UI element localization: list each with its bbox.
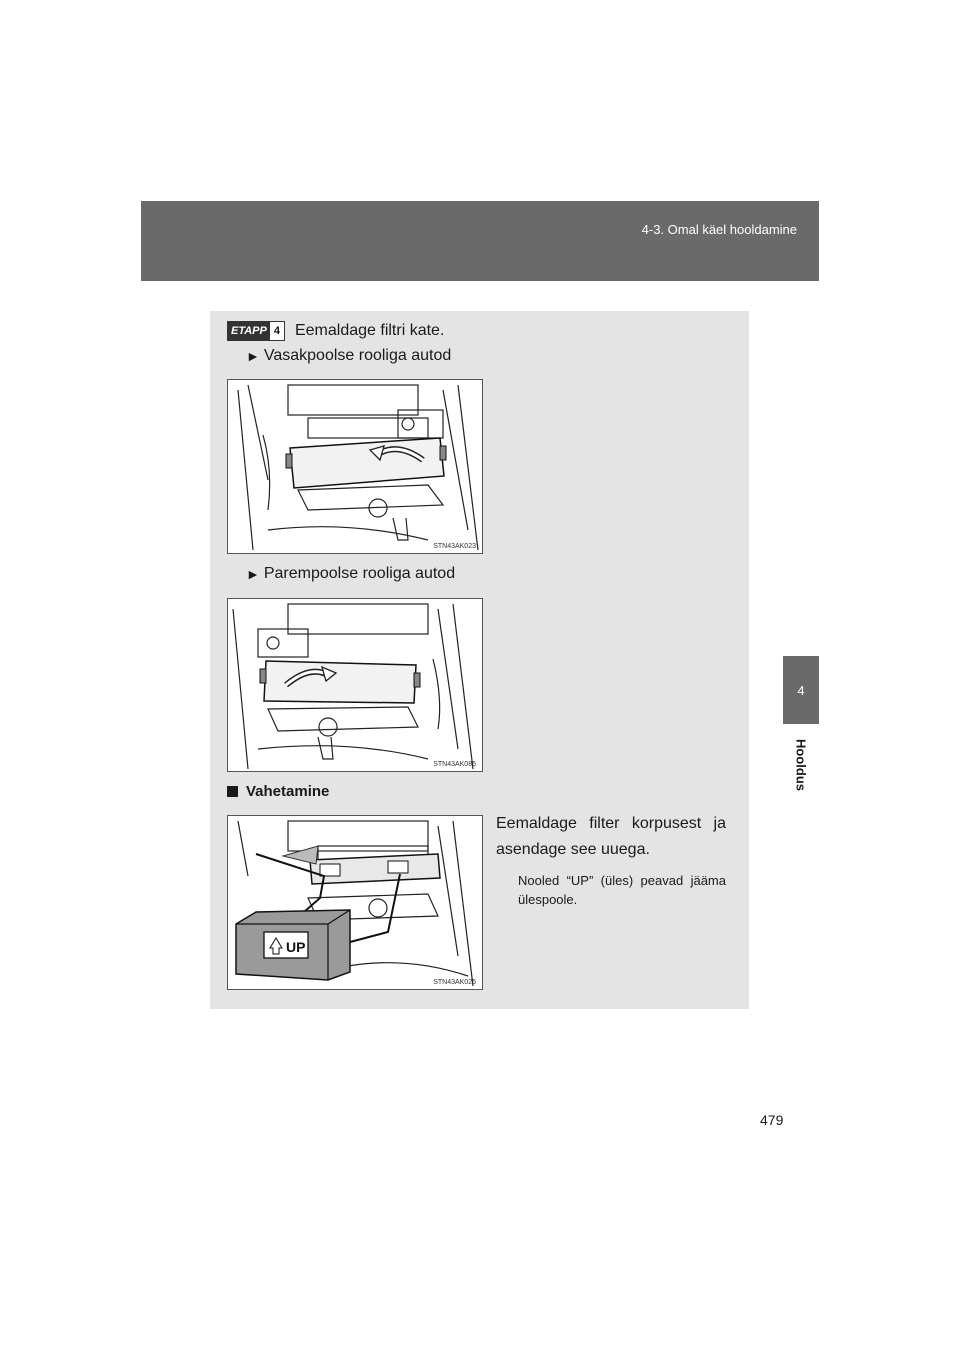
chapter-label bbox=[783, 730, 819, 800]
step-badge bbox=[227, 321, 285, 341]
step-badge-label: ETAPP bbox=[228, 322, 270, 340]
rhd-illustration bbox=[227, 598, 483, 772]
figure-code: STN43AK025 bbox=[433, 979, 476, 986]
page-number: 479 bbox=[760, 1112, 784, 1128]
new-filter bbox=[283, 846, 440, 884]
chapter-number: 4 bbox=[797, 682, 805, 698]
filter-cover-lhd bbox=[286, 438, 446, 488]
lhd-heading bbox=[246, 347, 451, 365]
step-badge-number: 4 bbox=[270, 322, 284, 340]
lhd-illustration bbox=[227, 379, 483, 554]
header-bar bbox=[141, 201, 819, 281]
chapter-tab[interactable] bbox=[783, 656, 819, 724]
chapter-label-text: Hooldus bbox=[793, 739, 809, 791]
triangle-right-icon: ► bbox=[246, 348, 260, 364]
replace-heading bbox=[227, 783, 329, 800]
lhd-label: Vasakpoolse rooliga autod bbox=[263, 347, 452, 364]
step-instruction: Eemaldage filtri kate. bbox=[294, 322, 445, 339]
replace-illustration bbox=[227, 815, 483, 990]
figure-code: STN43AK023 bbox=[433, 543, 476, 550]
replace-note: Nooled “UP” (üles) peavad jääma ülespoole. bbox=[518, 873, 726, 907]
triangle-right-icon: ► bbox=[246, 566, 260, 582]
replace-title: Vahetamine bbox=[246, 783, 330, 800]
content-panel bbox=[210, 311, 749, 1009]
figure-code: STN43AK085 bbox=[433, 761, 476, 768]
up-label: UP bbox=[286, 939, 306, 955]
replace-instruction: Eemaldage filter korpusest ja asendage see uuega. bbox=[496, 815, 726, 858]
rhd-heading bbox=[246, 565, 455, 583]
filter-cover-rhd bbox=[260, 661, 420, 703]
section-breadcrumb: 4-3. Omal käel hooldamine bbox=[641, 222, 797, 237]
step-row bbox=[227, 321, 444, 341]
square-bullet-icon bbox=[227, 786, 238, 797]
rhd-label: Parempoolse rooliga autod bbox=[263, 565, 456, 582]
replace-drawing bbox=[228, 816, 482, 989]
lhd-drawing bbox=[228, 380, 482, 553]
rhd-drawing bbox=[228, 599, 482, 771]
